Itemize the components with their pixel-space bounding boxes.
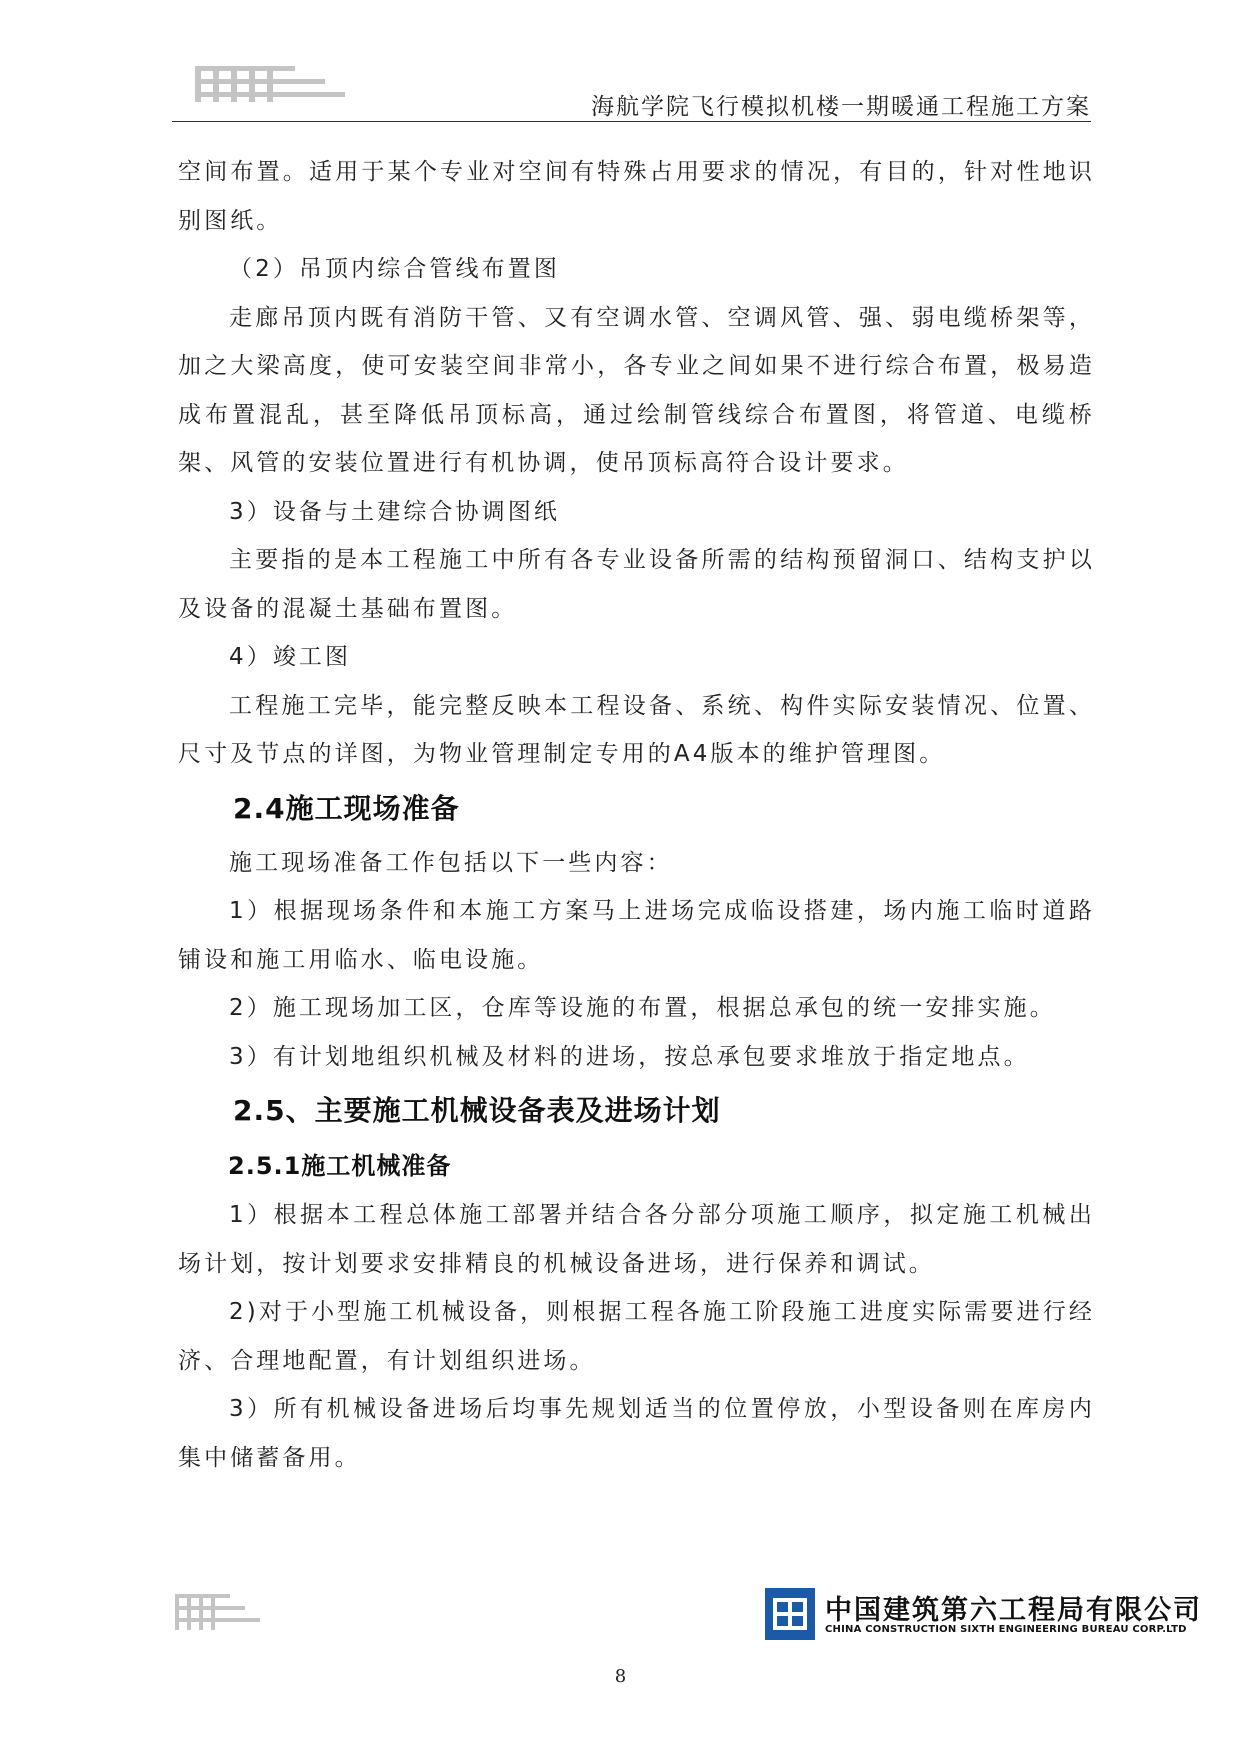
footer-company-name-en: CHINA CONSTRUCTION SIXTH ENGINEERING BUREAU CORP.LTD [825,1624,1187,1635]
header-divider [172,121,1091,122]
list-heading: 3）设备与土建综合协调图纸 [229,498,560,525]
body-paragraph: 主要指的是本工程施工中所有各专业设备所需的结构预留洞口、结构支护以及设备的混凝土基础布置图。 [178,547,1095,622]
cscec-logo-icon [765,1588,815,1640]
body-paragraph: 3）有计划地组织机械及材料的进场，按总承包要求堆放于指定地点。 [229,1043,1030,1070]
list-heading: （2）吊顶内综合管线布置图 [229,256,560,282]
document-header-title: 海航学院飞行模拟机楼一期暖通工程施工方案 [591,94,1091,120]
subsection-heading: 2.5.1施工机械准备 [228,1152,452,1180]
company-watermark-logo [195,62,355,106]
footer-company-name-cn: 中国建筑第六工程局有限公司 [825,1595,1202,1626]
page-number: 8 [614,1666,627,1687]
body-paragraph: 1）根据现场条件和本施工方案马上进场完成临设搭建，场内施工临时道路铺设和施工用临水、临电设施。 [178,898,1095,973]
document-body [178,148,1095,1482]
footer-watermark-logo [175,1592,265,1632]
footer-company-block [765,1588,1202,1644]
body-paragraph: 1）根据本工程总体施工部署并结合各分部分项施工顺序，拟定施工机械出场计划，按计划要求安排精良的机械设备进场，进行保养和调试。 [178,1202,1095,1277]
body-paragraph: 2)对于小型施工机械设备，则根据工程各施工阶段施工进度实际需要进行经济、合理地配置，有计划组织进场。 [178,1299,1095,1374]
section-heading: 2.4施工现场准备 [233,791,460,825]
body-paragraph: 2）施工现场加工区，仓库等设施的布置，根据总承包的统一安排实施。 [229,995,1056,1021]
list-heading: 4）竣工图 [229,644,352,670]
body-paragraph: 走廊吊顶内既有消防干管、又有空调水管、空调风管、强、弱电缆桥架等，加之大梁高度，使可安装空间非常小，各专业之间如果不进行综合布置，极易造成布置混乱，甚至降低吊顶标高，通过绘制管线综合布置图，将管道、电缆桥架、风管的安装位置进行有机协调，使吊顶标高符合设计要求。 [178,304,1095,476]
section-heading: 2.5、主要施工机械设备表及进场计划 [233,1094,721,1127]
body-paragraph: 3）所有机械设备进场后均事先规划适当的位置停放，小型设备则在库房内集中储蓄备用。 [178,1396,1095,1471]
body-paragraph: 空间布置。适用于某个专业对空间有特殊占用要求的情况，有目的，针对性地识别图纸。 [178,159,1095,234]
body-paragraph: 工程施工完毕，能完整反映本工程设备、系统、构件实际安装情况、位置、尺寸及节点的详图，为物业管理制定专用的A4版本的维护管理图。 [178,692,1095,767]
body-paragraph: 施工现场准备工作包括以下一些内容： [229,849,673,876]
